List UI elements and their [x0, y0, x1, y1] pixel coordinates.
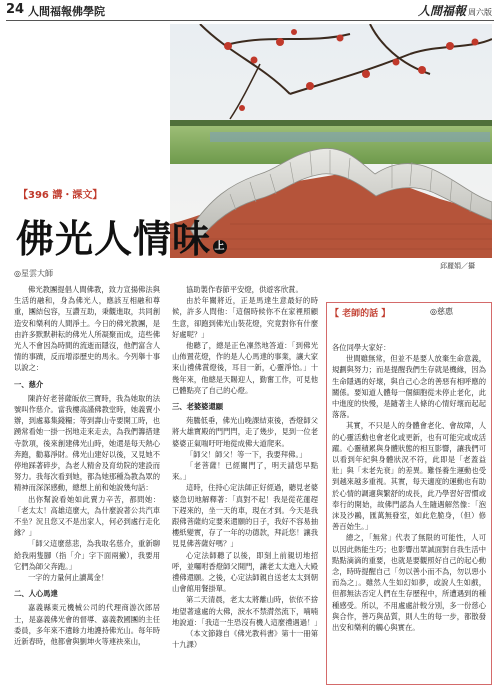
article-column-1 [14, 284, 160, 647]
paragraph: 一字的力量何止讀萬金！ [28, 573, 109, 583]
article-title [16, 208, 227, 263]
note-paragraph: 其實，不只是人的身體會老化、會故障，人的心靈活動也會老化或更新，也有可能完或成活躍。心靈積累與身體狀態的相互影響，讓我們可以看到年紀與身體狀況不符，此即是「老蓋益壯」與「未老先衰」的差異。難怪養生運動也受到越來越多重視。其實，每天適度的運動也有助於心情的調適與繁舒的成長，此乃學習好習慣或奉行的開始，故佛門認為人生隨遇解然像：「泡沫及沙鷗，匯萬無發室，如此危脆身，（但）修善百始生。」 [332, 421, 486, 532]
note-paragraph: 各位同學大家好： [332, 343, 391, 352]
paragraph: 心定法師聽了以後，即刻上前親切地招呼，並囑咐香燈師父開門，讓老太太進入大殿禮佛還願。之後，心定法師親自送老太太到朝山會館用餐掛單。 [172, 550, 318, 594]
paragraph: 他聽了，總是正色凜然地答道：「到佛光山佈置花燈，作的是人心馬達的事業，讓大家來山禮佛賞燈後，耳目一新，心靈淨怡。」十幾年來，他總是天賜迎人，勤奮工作，可見他已體點亮了自己的心燈。 [172, 341, 318, 395]
brand-logo [418, 2, 492, 19]
paragraph: 協助製作春節平安燈，供遊客欣賞。 [186, 285, 303, 294]
title-part-badge: 上 [214, 240, 226, 252]
teacher-note-title: 【 老師的話 】 [330, 309, 391, 319]
photo-caption: 邱麗娟／攝 [440, 262, 475, 270]
note-paragraph: 總之，「無常」代表了無限的可能性，人可以因此熱能生巧；也影響出眾誠面對自我生活中點點滴滴的重要，也就是要觀照好自己的起心動念，時時提醒自己「勿以善小而不為，勿以惡小而為之」。雖然人生如幻如夢，或說人生如戲，但都無法否定人們在生存歷程中，所遭遇到的種種感受。所以，不用處處計較分別，多一份慈心與合作，善巧與品質，則人生的每一步，都散發出安和樂利的觸心與實在。 [332, 533, 486, 633]
article-author: ◎星雲大師 [14, 269, 53, 278]
section-heading: 二、人心馬達 [14, 589, 58, 599]
section-heading: 一、慈介 [14, 379, 44, 389]
series-tag: 【396 講・課文】 [18, 190, 103, 201]
article-title-text: 佛光人情味 [16, 216, 212, 261]
paragraph: 佛光教團提倡人間佛教，致力宣揚佛法與生活的融和，身為佛光人，應該互相融和尊重，團結包容，互讚互助，秉觀進取，共同創造安和樂利的人間淨土。今日的佛光教團，是由許多默默耕耘的佛光人所凝聚而成，這些佛光人不會因為時間的流逝而隱沒，他們富含人情的事蹟，反而增添歷史的馬永。今列舉十事以說之： [14, 285, 160, 373]
note-paragraph: 世間雖無常，但並不是要人放棄生命意義，規劃與努力；而是提醒我們生存就是機緣，因為生命隱遇的好壞，與自己心念的善惡有相呼應的關係。要知道人體每一個細胞從未停止老化，此中進度的快慢，是隨著主人條的心情好壞而起起落落。 [332, 354, 486, 420]
section-title: 人間福報佛學院 [28, 5, 105, 18]
paragraph: 「師父！師父！等一下，我要拜佛。」 [186, 449, 307, 459]
header-divider [6, 20, 494, 21]
teacher-note-body [332, 342, 486, 633]
section-heading: 三、老婆婆還願 [172, 402, 224, 412]
article-column-2 [172, 284, 322, 651]
paragraph: 陳許好老菩薩皈依三寶時，我為她取的法號叫作慈介。當我樓高謹佛教堂時，她義賣小辦，到處募集錢糧；等到壽山寺要開工時，也踴常看她一掛一拐地走來走去，為我們籌措建寺款項，後來創建佛光山時，她還是每天熱心奔跑，勸募淨財。佛光山建好以後，又見她不停地踩著碎步，為老人精舍及育幼院的建設而努力。我每次看到她，都為她那種為教為眾的精神而深深感動，總想上前和她說幾句話： [14, 393, 160, 493]
paragraph: 苑騰低垂，佛光山晚課結束後，香燈師父將大雄寶殿的門門閂，走了幾步，見到一位老婆婆正氣喘吁吁地從成佛大道爬來。 [172, 416, 318, 448]
paragraph: 「老菩薩！已經關門了，明天請您早點來。」 [172, 461, 318, 482]
paragraph: 第二天清晨，老太太將離山時，依依不捨地望著遠處的大佛，淚水不禁潸然流下，喃喃地說道：「我這一生恐沒有機人這麼禮遇過！」 [172, 595, 322, 627]
paragraph: 這時，住持心定法師正好經過，聽見老婆婆急切地解釋著：「真對不起！我是從花蓮趕下趕來的，坐一天的車，現在才到。今天是我跟佛菩薩約定要來還願的日子，我好不容易抽樓紙變實，存了一年的功德款，拜託您！讓我見見佛菩薩好嗎？」 [172, 483, 318, 549]
teacher-note-author: ◎慈惠 [430, 307, 453, 316]
brand-edition: 周六版 [468, 8, 492, 17]
brand-name: 人間福報 [417, 4, 466, 18]
page-number: 24 [6, 2, 25, 17]
paragraph: 嘉義縣東元機械公司的代理商游次郎居士，是嘉義佛光會的督導、嘉義教國團的主任委員，多年來不遺餘力地護持佛光山。每年時近新春時，他都會與劉坤火等連袂來山， [14, 603, 160, 647]
paragraph: （本文節錄自《佛光教科書》第十一冊第十九課） [172, 629, 318, 650]
paragraph: 「師父這麼慈悲，為我取名慈介，重新聊給我兩隻腳（指「介」字下面兩撇），我要用它們為師父奔跑。」 [14, 539, 160, 571]
paragraph: 由於年關將近，正是馬達生意最好的時候，許多人問他：「這個時候你不在家裡照顧生意，卻跑到佛光山裝花燈，究竟對你有什麼好處呢？」 [172, 296, 318, 339]
paragraph: 出你幫說看她如此賣力辛苦，都問她：「老太太！高雄這麼大，為什麼說著公共汽車不坐？況且您又不是出家人，何必到處行走化緣？」 [14, 494, 160, 538]
